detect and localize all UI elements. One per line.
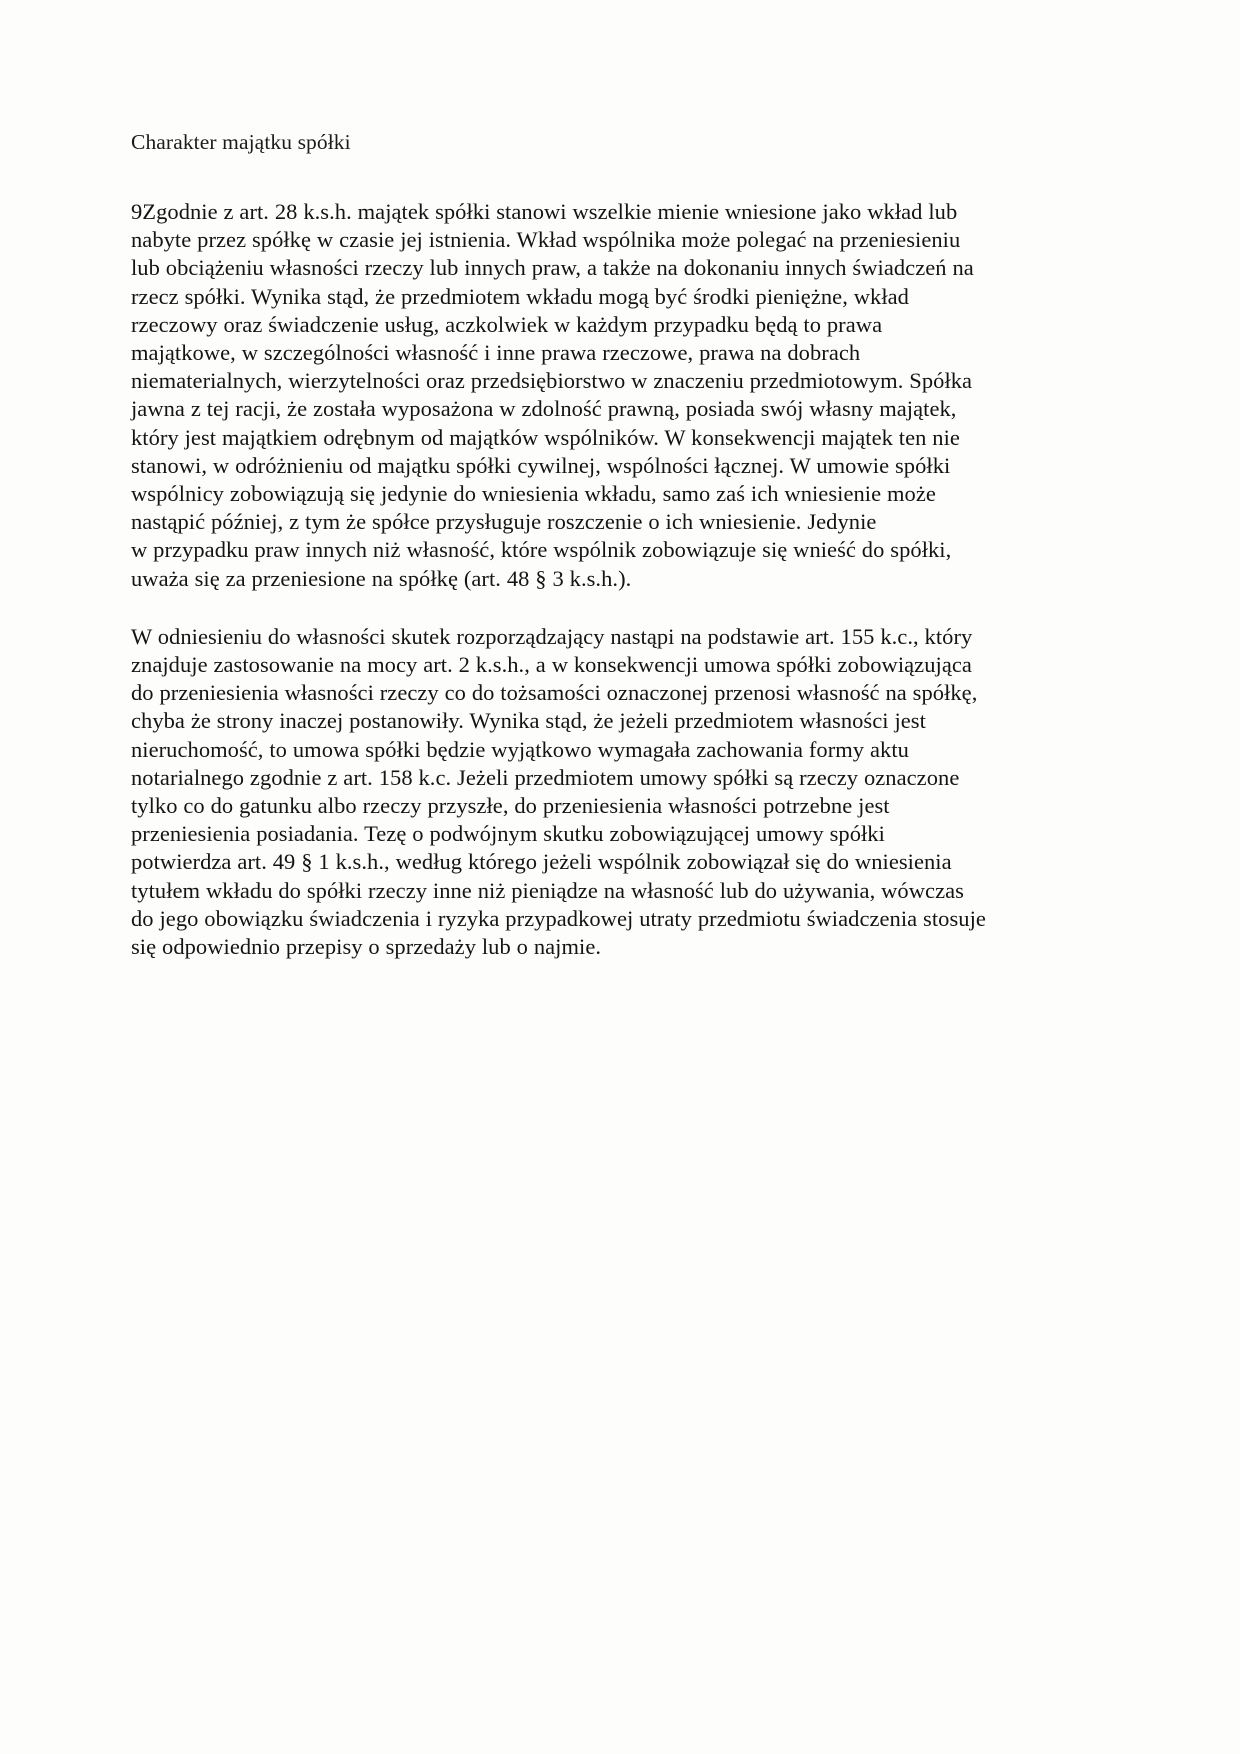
text-line: się odpowiednio przepisy o sprzedaży lub o najmie. xyxy=(131,934,602,960)
text-line: tylko co do gatunku albo rzeczy przyszłe, do przeniesienia własności potrzebne jest xyxy=(131,793,890,819)
text-line: do jego obowiązku świadczenia i ryzyka przypadkowej utraty przedmiotu świadczenia stosuje xyxy=(131,905,986,931)
paragraph-container xyxy=(131,198,1116,961)
text-line: majątkowe, w szczególności własność i inne prawa rzeczowe, prawa na dobrach xyxy=(131,340,861,366)
text-line: W odniesieniu do własności skutek rozporządzający nastąpi na podstawie art. 155 k.c., który xyxy=(131,623,973,649)
page-title: Charakter majątku spółki xyxy=(131,130,351,154)
text-line: nastąpić później, z tym że spółce przysługuje roszczenie o ich wniesienie. Jedynie xyxy=(131,509,877,535)
text-line: notarialnego zgodnie z art. 158 k.c. Jeżeli przedmiotem umowy spółki są rzeczy oznaczone xyxy=(131,764,960,790)
document-body xyxy=(131,128,1116,961)
text-line: uważa się za przeniesione na spółkę (art. 48 § 3 k.s.h.). xyxy=(131,565,632,591)
text-line: w przypadku praw innych niż własność, które wspólnik zobowiązuje się wnieść do spółki, xyxy=(131,537,952,563)
text-line: rzecz spółki. Wynika stąd, że przedmiotem wkładu mogą być środki pieniężne, wkład xyxy=(131,283,909,309)
text-line: do przeniesienia własności rzeczy co do tożsamości oznaczonej przenosi własność na spółkę, xyxy=(131,680,978,706)
text-line: lub obciążeniu własności rzeczy lub innych praw, a także na dokonaniu innych świadczeń na xyxy=(131,255,974,281)
text-line: niematerialnych, wierzytelności oraz przedsiębiorstwo w znaczeniu przedmiotowym. Spółka xyxy=(131,368,973,394)
text-line: który jest majątkiem odrębnym od majątków wspólników. W konsekwencji majątek ten nie xyxy=(131,424,960,450)
text-line: wspólnicy zobowiązują się jedynie do wniesienia wkładu, samo zaś ich wniesienie może xyxy=(131,481,936,507)
paragraph-1 xyxy=(131,198,1116,593)
text-line: stanowi, w odróżnieniu od majątku spółki cywilnej, wspólności łącznej. W umowie spółki xyxy=(131,452,951,478)
text-line: przeniesienia posiadania. Tezę o podwójnym skutku zobowiązującej umowy spółki xyxy=(131,821,885,847)
paragraph-2 xyxy=(131,623,1116,961)
text-line: jawna z tej racji, że została wyposażona w zdolność prawną, posiada swój własny majątek, xyxy=(131,396,957,422)
text-line: chyba że strony inaczej postanowiły. Wynika stąd, że jeżeli przedmiotem własności jest xyxy=(131,708,926,734)
text-line: rzeczowy oraz świadczenie usług, aczkolwiek w każdym przypadku będą to prawa xyxy=(131,311,883,337)
text-line: znajduje zastosowanie na mocy art. 2 k.s.h., a w konsekwencji umowa spółki zobowiązująca xyxy=(131,652,972,678)
text-line: nabyte przez spółkę w czasie jej istnienia. Wkład wspólnika może polegać na przeniesieniu xyxy=(131,227,961,253)
text-line: 9Zgodnie z art. 28 k.s.h. majątek spółki stanowi wszelkie mienie wniesione jako wkład lub xyxy=(131,199,958,224)
text-line: tytułem wkładu do spółki rzeczy inne niż pieniądze na własność lub do używania, wówczas xyxy=(131,877,964,903)
text-line: potwierdza art. 49 § 1 k.s.h., według którego jeżeli wspólnik zobowiązał się do wniesienia xyxy=(131,849,952,875)
text-line: nieruchomość, to umowa spółki będzie wyjątkowo wymagała zachowania formy aktu xyxy=(131,736,909,762)
